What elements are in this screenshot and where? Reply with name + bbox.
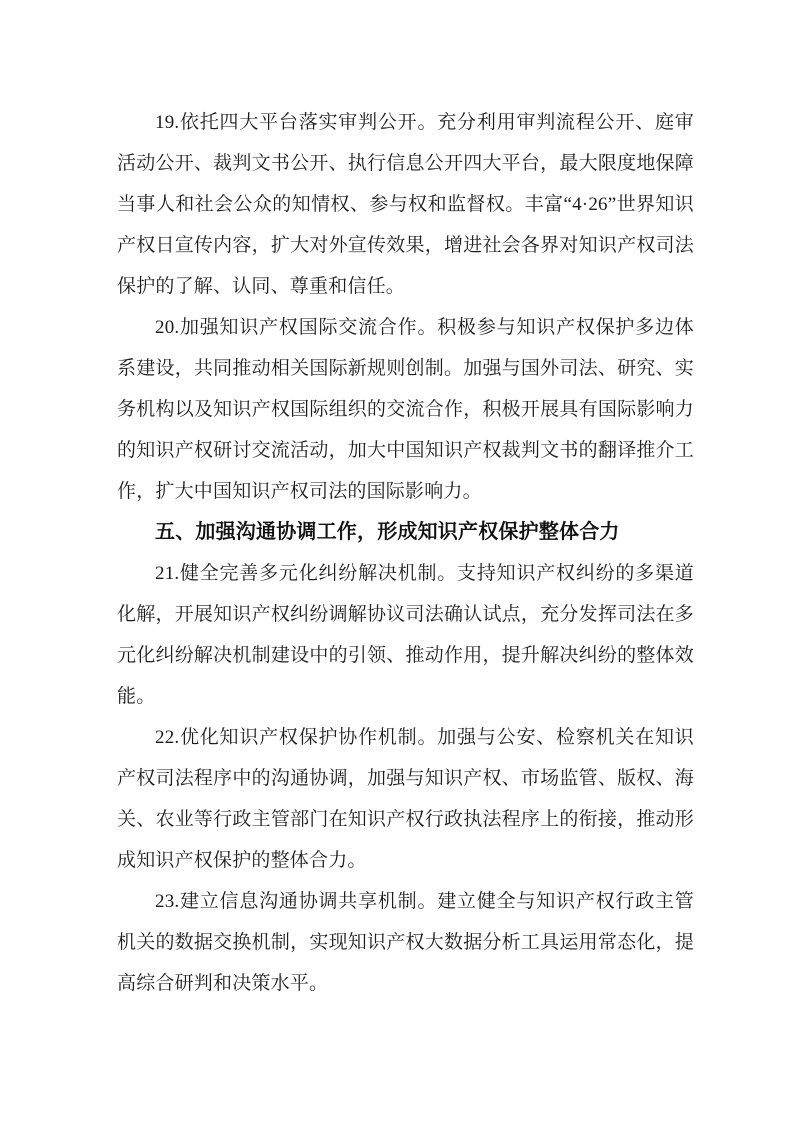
document-body <box>117 102 694 1004</box>
paragraph: 21.健全完善多元化纠纷解决机制。支持知识产权纠纷的多渠道化解，开展知识产权纠纷调解协议司法确认试点，充分发挥司法在多元化纠纷解决机制建设中的引领、推动作用，提升解决纠纷的整体效能。 <box>117 563 694 707</box>
paragraph: 22.优化知识产权保护协作机制。加强与公安、检察机关在知识产权司法程序中的沟通协调，加强与知识产权、市场监管、版权、海关、农业等行政主管部门在知识产权行政执法程序上的衔接，推动形成知识产权保护的整体合力。 <box>117 727 694 871</box>
paragraph: 20.加强知识产权国际交流合作。积极参与知识产权保护多边体系建设，共同推动相关国际新规则创制。加强与国外司法、研究、实务机构以及知识产权国际组织的交流合作，积极开展具有国际影响力的知识产权研讨交流活动，加大中国知识产权裁判文书的翻译推介工作，扩大中国知识产权司法的国际影响力。 <box>117 317 694 502</box>
paragraph: 23.建立信息沟通协调共享机制。建立健全与知识产权行政主管机关的数据交换机制，实现知识产权大数据分析工具运用常态化，提高综合研判和决策水平。 <box>117 891 694 994</box>
paragraph: 19.依托四大平台落实审判公开。充分利用审判流程公开、庭审活动公开、裁判文书公开、执行信息公开四大平台，最大限度地保障当事人和社会公众的知情权、参与权和监督权。丰富“4·26”世界知识产权日宣传内容，扩大对外宣传效果，增进社会各界对知识产权司法保护的了解、认同、尊重和信任。 <box>117 112 694 297</box>
section-heading: 五、加强沟通协调工作，形成知识产权保护整体合力 <box>155 521 620 543</box>
